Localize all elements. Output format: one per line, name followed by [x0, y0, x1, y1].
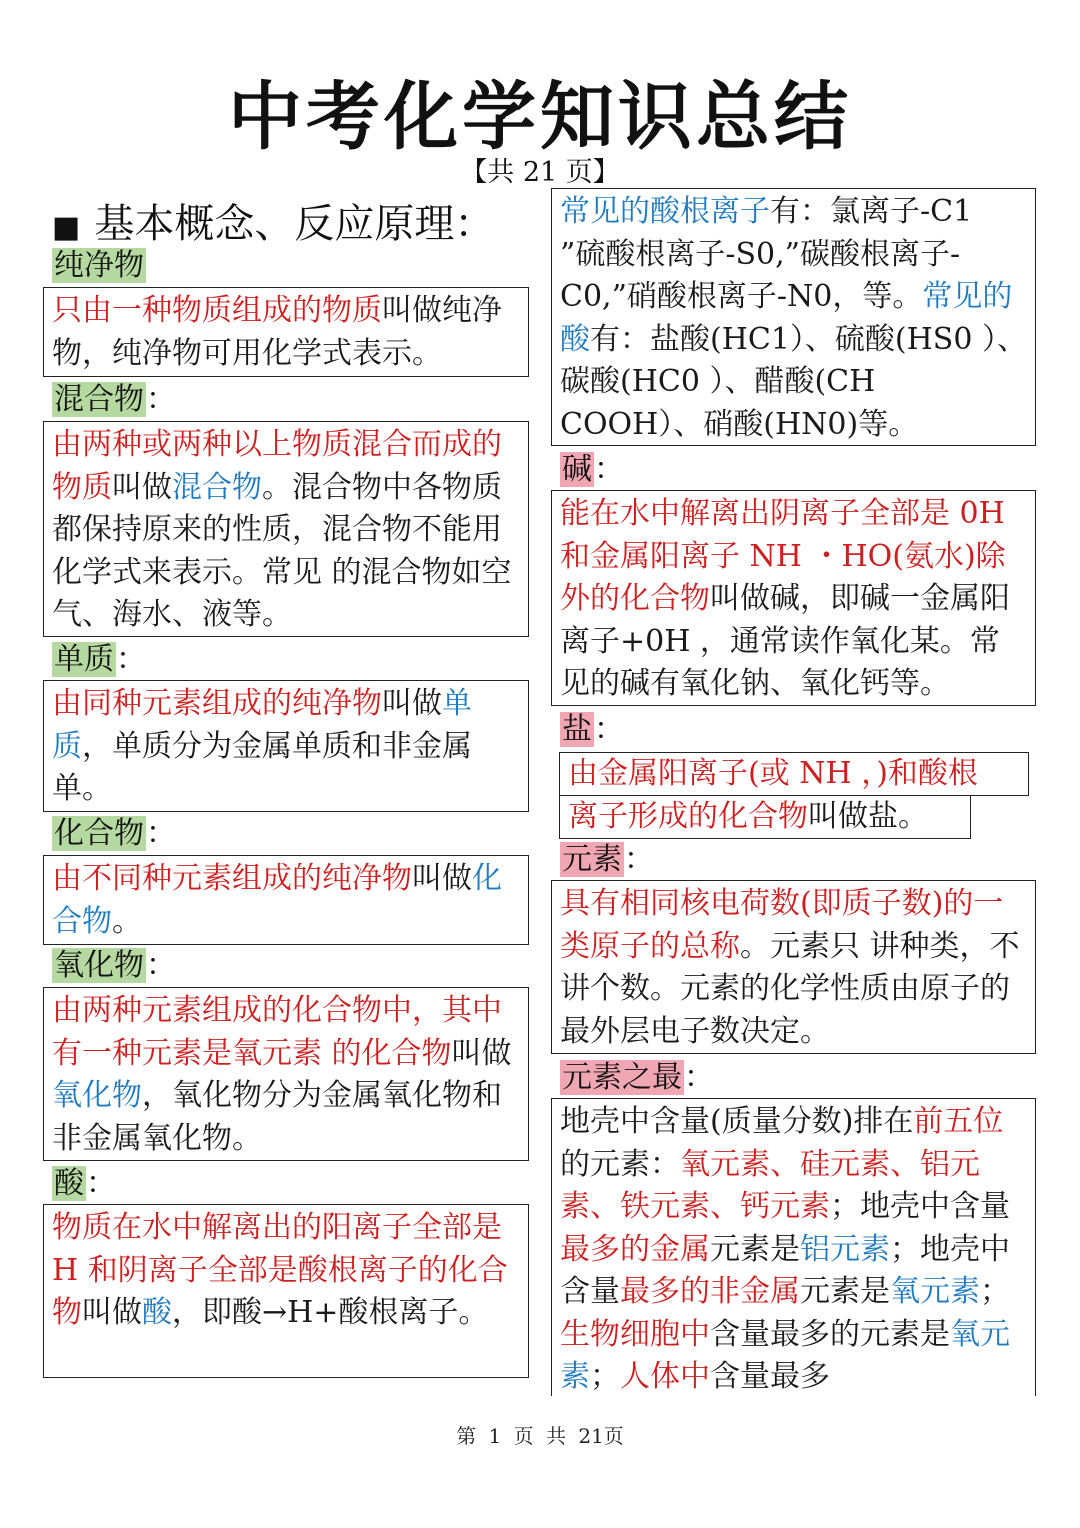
box-element-most: 地壳中含量(质量分数)排在前五位的元素：氧元素、硅元素、铝元素、铁元素、钙元素；地壳中含量最多的金属元素是铝元素；地壳中含量最多的非金属元素是氧元素；生物细胞中含量最多的元素是氧元素；人体中含量最多 — [551, 1098, 1036, 1396]
label-oxide: 氧化物： — [54, 948, 176, 983]
label-element-substance: 单质： — [54, 642, 146, 677]
page-count: 【共 21 页】 — [460, 157, 620, 188]
square-bullet-icon: ■ — [52, 210, 81, 245]
box-oxide: 由两种元素组成的化合物中，其中有一种元素是氧元素 的化合物叫做氧化物，氧化物分为金属氧化物和非金属氧化物。 — [43, 987, 529, 1161]
box-element: 具有相同核电荷数(即质子数)的一类原子的总称。元素只 讲种类，不讲个数。元素的化学性质由原子的最外层电子数决定。 — [551, 880, 1036, 1054]
box-acid: 物质在水中解离出的阳离子全部是 H 和阴离子全部是酸根离子的化合物叫做酸，即酸→H+酸根离子。 — [43, 1204, 529, 1378]
box-compound: 由不同种元素组成的纯净物叫做化合物。 — [43, 855, 529, 945]
label-base: 碱： — [562, 452, 624, 487]
label-mixture: 混合物： — [54, 382, 176, 417]
box-salt-line1: 由金属阳离子(或 NH ，)和酸根 — [559, 752, 1029, 796]
page-title: 中考化学知识总结 — [228, 74, 852, 160]
label-element-most: 元素之最： — [562, 1060, 714, 1095]
box-mixture: 由两种或两种以上物质混合而成的物质叫做混合物。混合物中各物质都保持原来的性质，混合物不能用化学式来表示。常见 的混合物如空气、海水、液等。 — [43, 421, 529, 637]
label-salt: 盐： — [562, 712, 624, 747]
label-acid: 酸： — [54, 1166, 116, 1201]
box-element-substance: 由同种元素组成的纯净物叫做单质，单质分为金属单质和非金属单。 — [43, 680, 529, 812]
box-pure-substance: 只由一种物质组成的物质叫做纯净物，纯净物可用化学式表示。 — [43, 287, 529, 377]
label-pure-substance: 纯净物 — [54, 248, 144, 283]
label-compound: 化合物： — [54, 816, 176, 851]
label-element: 元素： — [562, 842, 654, 877]
section-heading — [52, 192, 494, 249]
box-salt-line2: 离子形成的化合物叫做盐。 — [559, 795, 971, 839]
page-footer: 第 1 页 共 21页 — [456, 1424, 624, 1448]
box-acid-radicals: 常见的酸根离子有：氯离子-C1 ”硫酸根离子-S0,”碳酸根离子-C0,”硝酸根离子-N0，等。常见的酸有：盐酸(HC1）、硫酸(HS0 ）、碳酸(HC0 ）、醋酸(CH COOH）、硝酸(HN0)等。 — [551, 188, 1036, 446]
box-base: 能在水中解离出阴离子全部是 0H 和金属阳离子 NH ・HO(氨水)除外的化合物叫做碱，即碱一金属阳离子+0H ，通常读作氧化某。常见的碱有氧化钠、氧化钙等。 — [551, 490, 1036, 706]
section-heading-text: 基本概念、反应原理： — [94, 201, 495, 247]
